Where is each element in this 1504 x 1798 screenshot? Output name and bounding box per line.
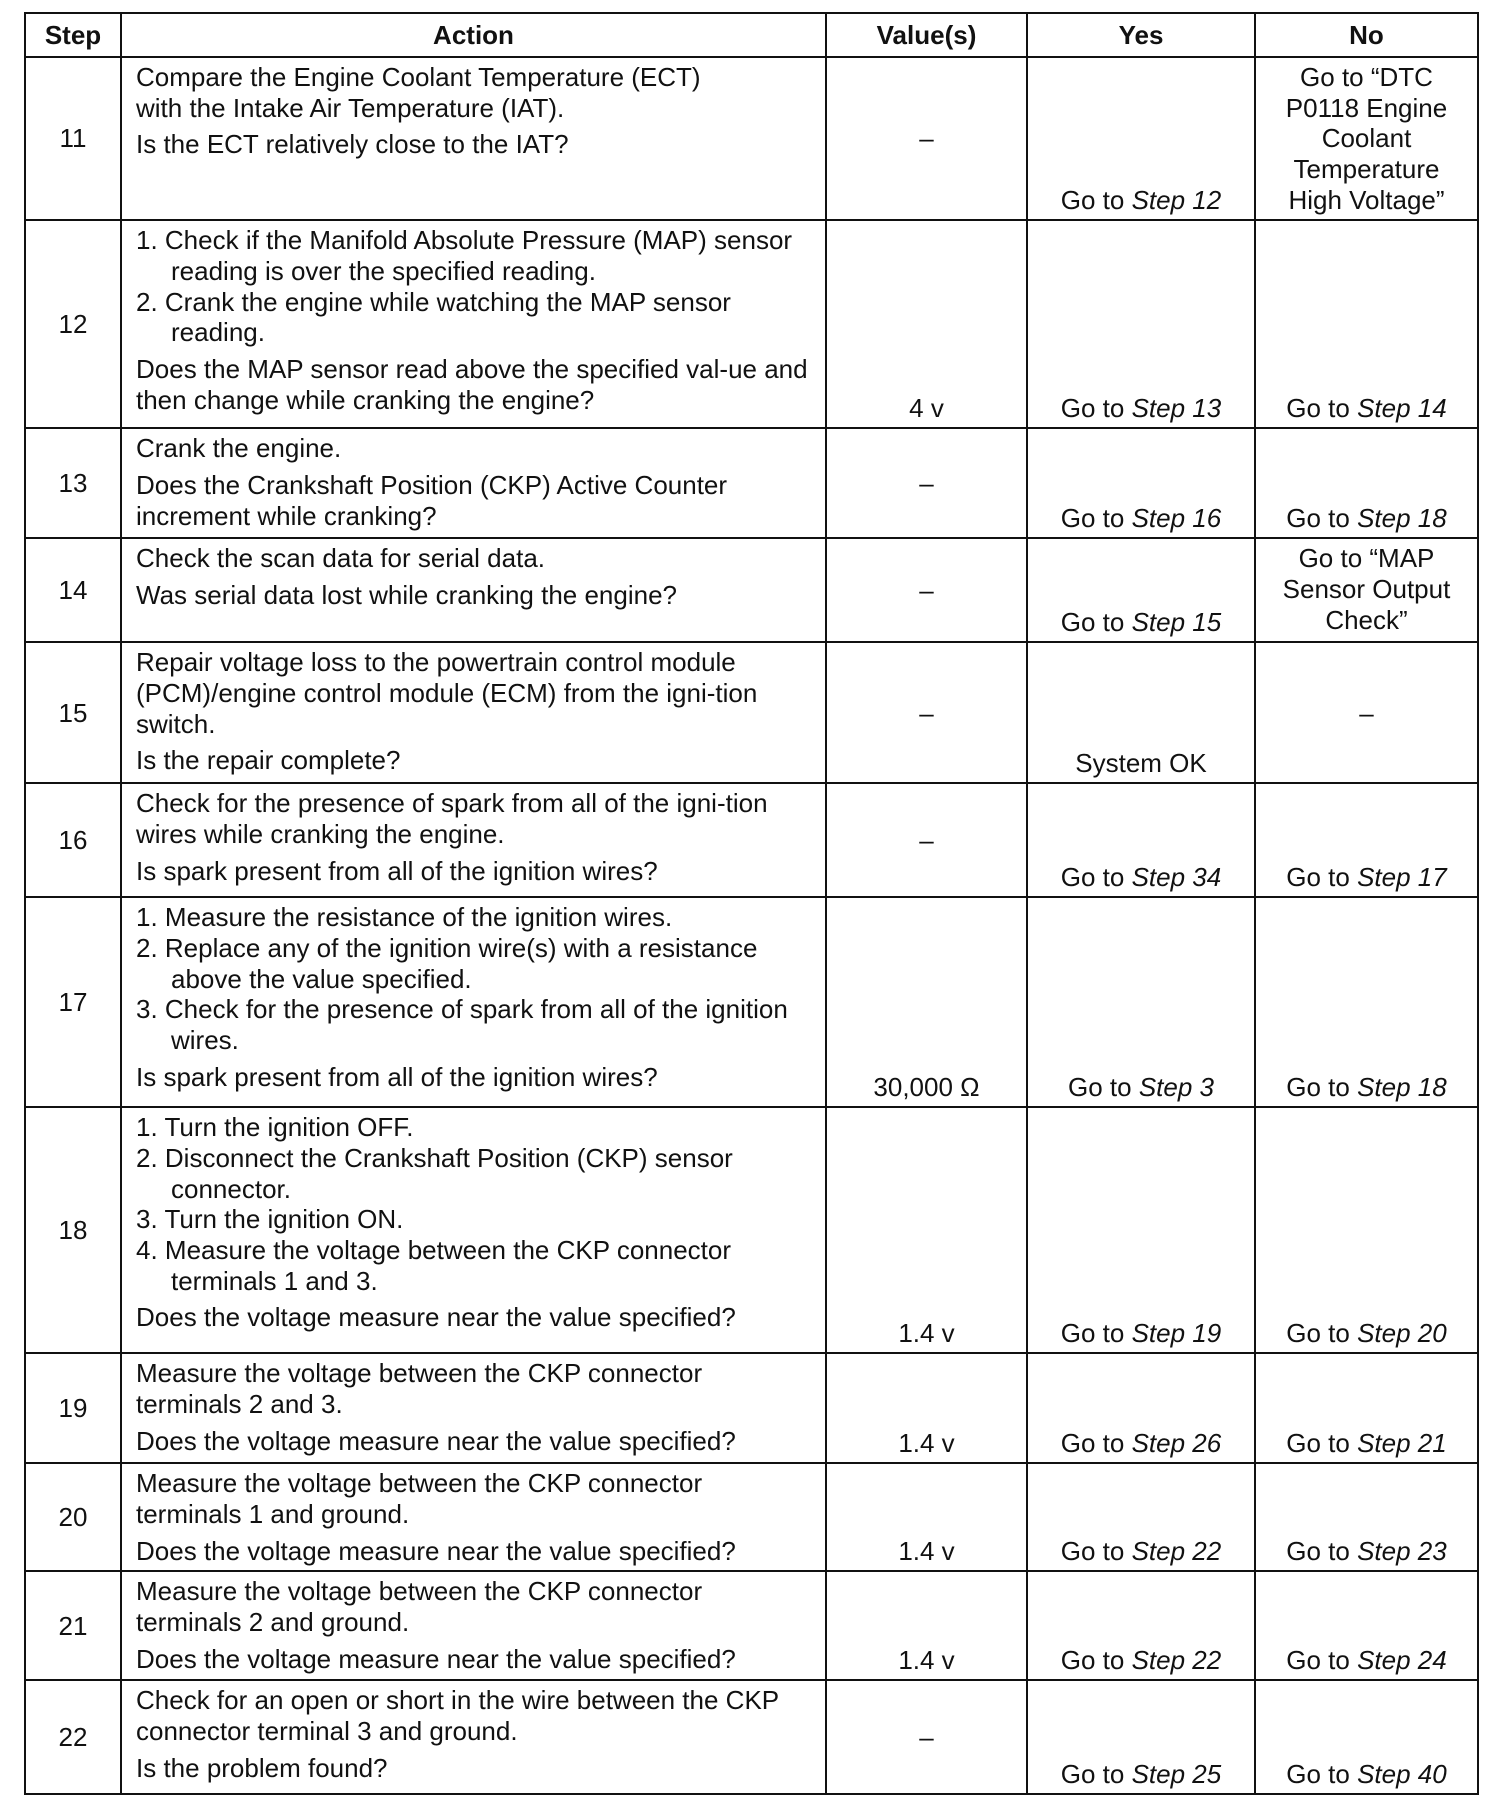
action-text: Crank the engine.	[136, 433, 342, 464]
no-step-link: Step 20	[1357, 1317, 1447, 1348]
step-number: 19	[25, 1353, 121, 1463]
yes-step-link: Step 15	[1131, 606, 1222, 637]
value-cell: –	[826, 783, 1027, 897]
table-row	[25, 1353, 1478, 1463]
no-step-link: Step 14	[1357, 392, 1447, 423]
action-cell	[121, 220, 826, 428]
table-row	[25, 220, 1478, 428]
action-question: Is the repair complete?	[136, 745, 401, 776]
step-number: 21	[25, 1571, 121, 1680]
value-cell: –	[826, 538, 1027, 642]
action-question: Was serial data lost while cranking the engine?	[136, 580, 677, 611]
action-text: Compare the Engine Coolant Temperature (ECT)	[136, 62, 701, 92]
step-number: 11	[25, 57, 121, 220]
no-cell: Go to “DTC P0118 Engine Coolant Temperature High Voltage”	[1255, 57, 1478, 220]
action-text: Measure the voltage between the CKP connector terminals 2 and ground.	[136, 1576, 703, 1638]
action-cell	[121, 642, 826, 783]
action-text: Check for an open or short in the wire between the CKP connector terminal 3 and ground.	[136, 1685, 779, 1747]
yes-cell: Go to Step 22	[1027, 1571, 1255, 1680]
yes-cell: Go to Step 22	[1027, 1463, 1255, 1571]
table-body	[25, 57, 1478, 1794]
no-step-link: Step 40	[1357, 1758, 1447, 1789]
action-list-item: 3. Turn the ignition ON.	[136, 1204, 404, 1235]
step-number: 20	[25, 1463, 121, 1571]
action-cell	[121, 1571, 826, 1680]
table-row	[25, 428, 1478, 538]
yes-step-link: Step 22	[1131, 1644, 1222, 1675]
step-number: 12	[25, 220, 121, 428]
action-text: Measure the voltage between the CKP connector terminals 1 and ground.	[136, 1468, 703, 1530]
table-row	[25, 783, 1478, 897]
value-cell: 1.4 v	[826, 1463, 1027, 1571]
table-row	[25, 57, 1478, 220]
action-cell	[121, 1680, 826, 1794]
action-question: Does the voltage measure near the value specified?	[136, 1302, 736, 1333]
no-step-link: Step 23	[1357, 1535, 1447, 1566]
action-list-item: 2. Crank the engine while watching the MAP sensor reading.	[136, 286, 731, 348]
value-cell: –	[826, 57, 1027, 220]
table-row	[25, 1463, 1478, 1571]
yes-cell: Go to Step 13	[1027, 220, 1255, 428]
value-cell: 1.4 v	[826, 1571, 1027, 1680]
yes-cell: Go to Step 19	[1027, 1107, 1255, 1353]
action-question: Is the ECT relatively close to the IAT?	[136, 129, 569, 160]
header-step: Step	[25, 13, 121, 57]
action-cell	[121, 428, 826, 538]
yes-cell: Go to Step 25	[1027, 1680, 1255, 1794]
action-cell	[121, 783, 826, 897]
action-text: Measure the voltage between the CKP connector terminals 2 and 3.	[136, 1358, 703, 1420]
step-number: 16	[25, 783, 121, 897]
yes-step-link: Step 13	[1131, 392, 1222, 423]
step-number: 14	[25, 538, 121, 642]
action-question: Does the voltage measure near the value specified?	[136, 1643, 736, 1674]
header-values: Value(s)	[826, 13, 1027, 57]
action-cell	[121, 57, 826, 220]
diagnostic-table	[24, 12, 1479, 1795]
yes-cell: Go to Step 16	[1027, 428, 1255, 538]
action-question: Is spark present from all of the ignition wires?	[136, 1061, 658, 1092]
yes-cell: Go to Step 34	[1027, 783, 1255, 897]
value-cell: 4 v	[826, 220, 1027, 428]
header-action: Action	[121, 13, 826, 57]
value-cell: 1.4 v	[826, 1353, 1027, 1463]
yes-step-link: Step 25	[1131, 1758, 1222, 1789]
table-row	[25, 538, 1478, 642]
table-row	[25, 1571, 1478, 1680]
value-cell: 30,000 Ω	[826, 897, 1027, 1107]
yes-cell: Go to Step 3	[1027, 897, 1255, 1107]
action-list-item: 4. Measure the voltage between the CKP connector terminals 1 and 3.	[136, 1235, 732, 1296]
no-step-link: Step 18	[1357, 1071, 1447, 1102]
action-cell	[121, 897, 826, 1107]
no-step-link: Step 18	[1357, 502, 1447, 533]
no-cell: Go to Step 18	[1255, 897, 1478, 1107]
action-text: Repair voltage loss to the powertrain control module (PCM)/engine control module (ECM) from the igni-tion switch.	[136, 647, 758, 739]
yes-step-link: Step 19	[1131, 1317, 1222, 1348]
yes-step-link: Step 22	[1131, 1535, 1222, 1566]
action-question: Does the MAP sensor read above the specified val-ue and then change while cranking the engine?	[136, 354, 808, 415]
action-question: Does the Crankshaft Position (CKP) Active Counter increment while cranking?	[136, 470, 728, 531]
step-number: 13	[25, 428, 121, 538]
action-list-item: 3. Check for the presence of spark from all of the ignition wires.	[136, 994, 788, 1056]
no-cell: Go to Step 40	[1255, 1680, 1478, 1794]
no-cell: Go to Step 20	[1255, 1107, 1478, 1353]
table-row	[25, 897, 1478, 1107]
yes-step-link: Step 34	[1131, 861, 1222, 892]
no-cell: Go to Step 23	[1255, 1463, 1478, 1571]
action-cell	[121, 1353, 826, 1463]
action-list-item: 1. Check if the Manifold Absolute Pressure (MAP) sensor reading is over the specified reading.	[136, 225, 793, 287]
yes-step-link: Step 3	[1138, 1071, 1214, 1102]
action-text: Check for the presence of spark from all of the igni-tion wires while cranking the engine.	[136, 788, 768, 850]
action-text: with the Intake Air Temperature (IAT).	[136, 92, 565, 123]
step-number: 22	[25, 1680, 121, 1794]
step-number: 17	[25, 897, 121, 1107]
no-cell: Go to Step 24	[1255, 1571, 1478, 1680]
no-cell: Go to “MAP Sensor Output Check”	[1255, 538, 1478, 642]
step-number: 15	[25, 642, 121, 783]
no-step-link: Step 24	[1357, 1644, 1447, 1675]
action-question: Is the problem found?	[136, 1752, 388, 1783]
value-cell: 1.4 v	[826, 1107, 1027, 1353]
no-step-link: Step 17	[1357, 861, 1447, 892]
header-no: No	[1255, 13, 1478, 57]
action-list-item: 2. Replace any of the ignition wire(s) with a resistance above the value specified.	[136, 933, 758, 994]
yes-cell: Go to Step 12	[1027, 57, 1255, 220]
action-question: Is spark present from all of the ignition wires?	[136, 855, 658, 886]
action-cell	[121, 1107, 826, 1353]
table-row	[25, 1107, 1478, 1353]
value-cell: –	[826, 642, 1027, 783]
table-row	[25, 1680, 1478, 1794]
header-yes: Yes	[1027, 13, 1255, 57]
yes-cell: Go to Step 15	[1027, 538, 1255, 642]
value-cell: –	[826, 428, 1027, 538]
table-row	[25, 642, 1478, 783]
yes-cell: Go to Step 26	[1027, 1353, 1255, 1463]
no-cell: Go to Step 14	[1255, 220, 1478, 428]
action-question: Does the voltage measure near the value specified?	[136, 1535, 736, 1566]
action-text: Check the scan data for serial data.	[136, 543, 546, 574]
header-row	[25, 13, 1478, 57]
no-cell: Go to Step 17	[1255, 783, 1478, 897]
action-cell	[121, 1463, 826, 1571]
no-cell: Go to Step 18	[1255, 428, 1478, 538]
yes-step-link: Step 26	[1131, 1427, 1222, 1458]
value-cell: –	[826, 1680, 1027, 1794]
action-list-item: 2. Disconnect the Crankshaft Position (CKP) sensor connector.	[136, 1143, 733, 1204]
action-list-item: 1. Turn the ignition OFF.	[136, 1112, 414, 1143]
yes-step-link: Step 12	[1131, 184, 1222, 215]
action-list-item: 1. Measure the resistance of the ignition wires.	[136, 902, 673, 933]
yes-cell: System OK	[1027, 642, 1255, 783]
yes-step-link: Step 16	[1131, 502, 1222, 533]
no-cell: Go to Step 21	[1255, 1353, 1478, 1463]
action-question: Does the voltage measure near the value specified?	[136, 1425, 736, 1456]
no-step-link: Step 21	[1357, 1427, 1447, 1458]
no-cell: –	[1255, 642, 1478, 783]
step-number: 18	[25, 1107, 121, 1353]
action-cell	[121, 538, 826, 642]
